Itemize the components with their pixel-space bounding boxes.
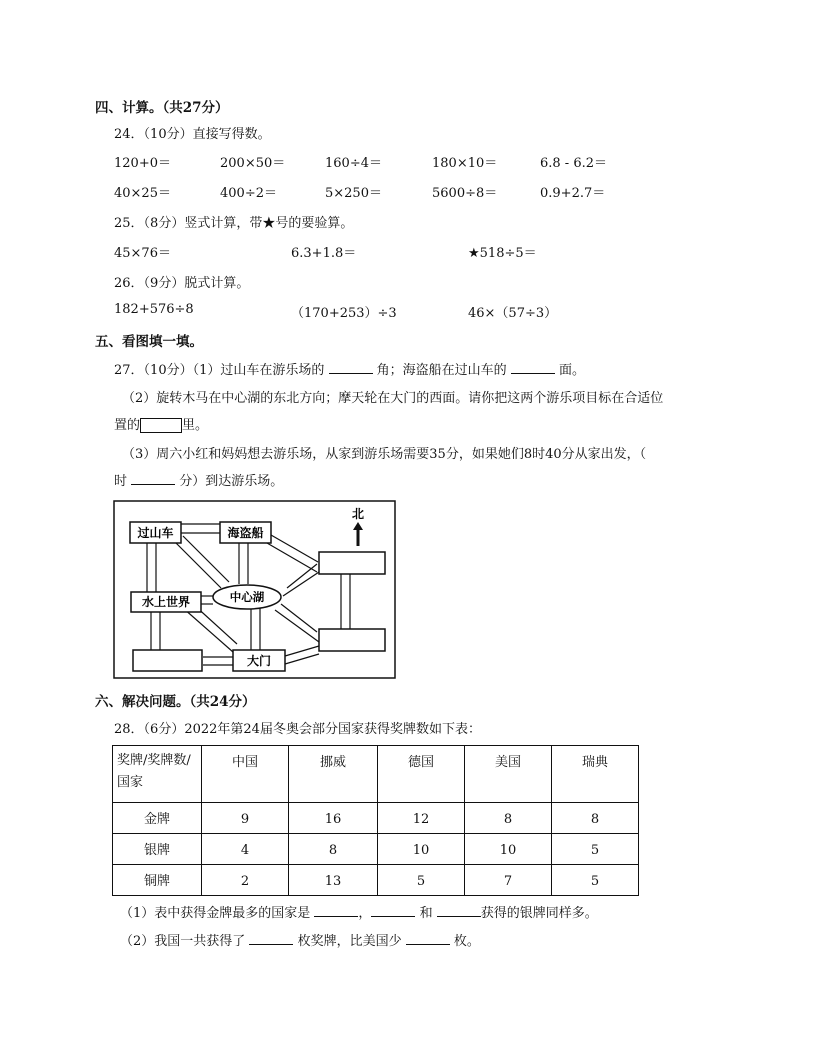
q27-part3-text: 时 xyxy=(114,474,128,489)
q28-part1-text: 获得的银牌同样多。 xyxy=(480,906,598,921)
q27-part1-text: 27．（10分）（1）过山车在游乐场的 xyxy=(114,363,325,378)
q24-item: 5×250＝ xyxy=(325,186,382,201)
north-label: 北 xyxy=(351,507,365,521)
answer-blank[interactable] xyxy=(329,361,373,374)
table-header-row xyxy=(113,746,639,803)
q24-item: 0.9+2.7＝ xyxy=(540,186,606,201)
q25-prompt: 25．（8分）竖式计算，带★号的要验算。 xyxy=(114,216,354,231)
table-header-cell: 瑞典 xyxy=(552,746,639,803)
q28-part2-text: 枚奖牌，比美国少 xyxy=(297,934,402,949)
empty-box-bottom-left xyxy=(133,650,202,671)
answer-blank[interactable] xyxy=(406,932,450,945)
table-header-cell: 美国 xyxy=(465,746,552,803)
q24-item: 40×25＝ xyxy=(114,186,171,201)
q25-item: ★518÷5＝ xyxy=(468,246,537,261)
table-cell: 12 xyxy=(378,803,465,834)
q24-item: 200×50＝ xyxy=(220,156,286,171)
table-cell: 5 xyxy=(378,865,465,896)
corner-text: 奖牌/奖牌数/ xyxy=(117,753,191,768)
table-cell: 8 xyxy=(552,803,639,834)
row-label: 银牌 xyxy=(113,834,202,865)
central-lake-label: 中心湖 xyxy=(229,590,265,604)
gate-label: 大门 xyxy=(246,654,272,668)
table-row xyxy=(113,865,639,896)
q24-item: 6.8 - 6.2＝ xyxy=(540,156,608,171)
q27-part3: （3）周六小红和妈妈想去游乐场，从家到游乐场需要35分，如果她们8时40分从家出发，（ xyxy=(122,447,647,462)
corner-text: 国家 xyxy=(117,775,144,790)
answer-blank[interactable] xyxy=(314,904,358,917)
q26-item: 182+576÷8 xyxy=(114,302,194,317)
q28-part1-text: （1）表中获得金牌最多的国家是 xyxy=(120,906,311,921)
amusement-park-map xyxy=(113,500,396,679)
medal-table xyxy=(112,745,639,896)
q27-part2-cont xyxy=(114,414,208,433)
table-row xyxy=(113,803,639,834)
roller-coaster-label: 过山车 xyxy=(137,526,174,540)
table-corner-cell xyxy=(113,746,202,803)
q28-part1 xyxy=(120,902,598,921)
section-4-title: 四、计算。（共27分） xyxy=(95,100,229,116)
water-world-label: 水上世界 xyxy=(141,595,191,609)
q27-part3-cont xyxy=(114,470,283,489)
table-cell: 13 xyxy=(289,865,378,896)
table-header-cell: 德国 xyxy=(378,746,465,803)
pirate-ship-label: 海盗船 xyxy=(227,526,264,540)
q25-item: 45×76＝ xyxy=(114,246,171,261)
q28-part2-text: （2）我国一共获得了 xyxy=(120,934,246,949)
table-cell: 9 xyxy=(202,803,289,834)
answer-box[interactable] xyxy=(140,418,182,433)
q28-part1-text: ， xyxy=(358,906,372,921)
q25-item: 6.3+1.8＝ xyxy=(291,246,357,261)
table-cell: 7 xyxy=(465,865,552,896)
q24-item: 5600÷8＝ xyxy=(432,186,498,201)
table-cell: 4 xyxy=(202,834,289,865)
empty-box-right-top xyxy=(319,552,385,574)
q28-part2 xyxy=(120,930,480,949)
table-cell: 16 xyxy=(289,803,378,834)
table-cell: 5 xyxy=(552,834,639,865)
q26-item: 46×（57÷3） xyxy=(468,306,558,321)
table-header-cell: 挪威 xyxy=(289,746,378,803)
row-label: 金牌 xyxy=(113,803,202,834)
q28-part1-text: 和 xyxy=(419,906,433,921)
q26-item: （170+253）÷3 xyxy=(291,306,397,321)
answer-blank[interactable] xyxy=(437,904,481,917)
answer-blank[interactable] xyxy=(249,932,293,945)
q27-part3-text: 分）到达游乐场。 xyxy=(179,474,284,489)
table-cell: 10 xyxy=(378,834,465,865)
q24-item: 180×10＝ xyxy=(432,156,498,171)
table-cell: 8 xyxy=(289,834,378,865)
q27-part2: （2）旋转木马在中心湖的东北方向；摩天轮在大门的西面。请你把这两个游乐项目标在合适位 xyxy=(122,391,664,406)
q24-prompt: 24．（10分）直接写得数。 xyxy=(114,127,271,142)
answer-blank[interactable] xyxy=(131,472,175,485)
q28-part2-text: 枚。 xyxy=(453,934,480,949)
answer-blank[interactable] xyxy=(511,361,555,374)
table-header-cell: 中国 xyxy=(202,746,289,803)
q27-part2-text: 置的 xyxy=(114,418,141,433)
answer-blank[interactable] xyxy=(371,904,415,917)
row-label: 铜牌 xyxy=(113,865,202,896)
table-cell: 2 xyxy=(202,865,289,896)
section-5-title: 五、看图填一填。 xyxy=(95,334,203,350)
table-cell: 10 xyxy=(465,834,552,865)
table-cell: 8 xyxy=(465,803,552,834)
table-cell: 5 xyxy=(552,865,639,896)
q27-part1 xyxy=(114,359,585,378)
q28-prompt: 28．（6分）2022年第24届冬奥会部分国家获得奖牌数如下表： xyxy=(114,722,481,737)
q26-prompt: 26．（9分）脱式计算。 xyxy=(114,276,250,291)
q24-item: 160÷4＝ xyxy=(325,156,382,171)
q27-part1-text: 角；海盗船在过山车的 xyxy=(376,363,507,378)
q24-item: 120+0＝ xyxy=(114,156,171,171)
section-6-title: 六、解决问题。（共24分） xyxy=(95,694,256,710)
q24-item: 400÷2＝ xyxy=(220,186,277,201)
table-row xyxy=(113,834,639,865)
empty-box-right-bottom xyxy=(319,629,385,651)
q27-part2-text: 里。 xyxy=(182,418,209,433)
q27-part1-text: 面。 xyxy=(558,363,585,378)
